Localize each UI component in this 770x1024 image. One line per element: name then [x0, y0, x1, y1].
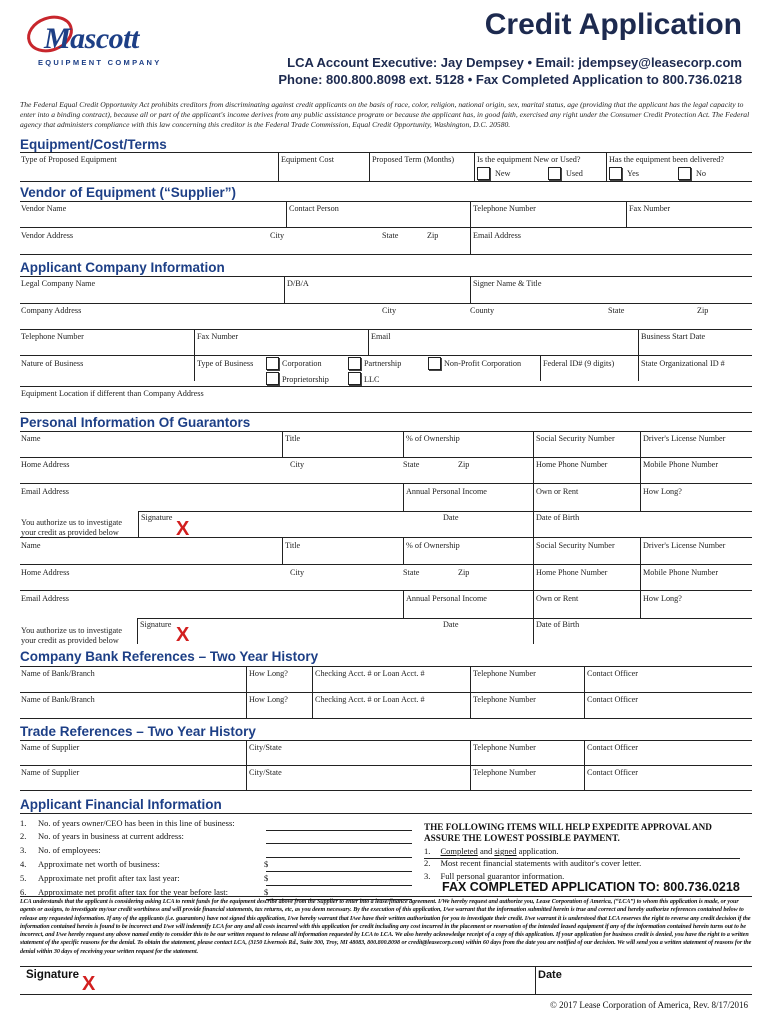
- trade1-officer-label: Contact Officer: [587, 743, 638, 752]
- section-title-trade: Trade References – Two Year History: [20, 724, 256, 739]
- guarantor2-email-label: Email Address: [21, 594, 69, 603]
- guarantor2-date-label: Date: [443, 620, 459, 629]
- vendor-fax-label: Fax Number: [629, 204, 671, 213]
- bank2-how-long-label: How Long?: [249, 695, 288, 704]
- guarantor1-authorize-text: You authorize us to investigate your credit as provided below: [21, 518, 123, 537]
- trade2-phone-label: Telephone Number: [473, 768, 536, 777]
- dba-label: D/B/A: [287, 279, 309, 288]
- guarantor1-state-label: State: [403, 460, 420, 469]
- guarantor1-ownership-label: % of Ownership: [406, 434, 460, 443]
- company-state-label: State: [608, 306, 625, 315]
- company-city-label: City: [382, 306, 397, 315]
- guarantor1-home-phone-label: Home Phone Number: [536, 460, 608, 469]
- signer-label: Signer Name & Title: [473, 279, 542, 288]
- vendor-zip-label: Zip: [427, 231, 439, 240]
- delivered-question: Has the equipment been delivered?: [609, 155, 725, 164]
- guarantor2-zip-label: Zip: [458, 568, 470, 577]
- section-title-bank: Company Bank References – Two Year History: [20, 649, 319, 664]
- section-title-vendor: Vendor of Equipment (“Supplier”): [20, 185, 236, 200]
- proprietorship-label: Proprietorship: [282, 375, 329, 384]
- applicant-signature-label: Signature: [26, 969, 80, 981]
- guarantor2-signature-label: Signature: [140, 620, 172, 629]
- guarantor2-income-label: Annual Personal Income: [406, 594, 487, 603]
- guarantor2-authorize-text: You authorize us to investigate your credit as provided below: [21, 626, 123, 645]
- guarantor1-signature-mark: X: [176, 518, 190, 540]
- guarantor1-zip-label: Zip: [458, 460, 470, 469]
- bank1-officer-label: Contact Officer: [587, 669, 638, 678]
- section-title-equipment: Equipment/Cost/Terms: [20, 137, 167, 152]
- bank2-officer-label: Contact Officer: [587, 695, 638, 704]
- legal-name-label: Legal Company Name: [21, 279, 96, 288]
- applicant-date-label: Date: [538, 969, 562, 981]
- guarantor2-dob-label: Date of Birth: [536, 620, 580, 629]
- guarantor1-how-long-label: How Long?: [643, 487, 682, 496]
- corporation-label: Corporation: [282, 359, 322, 368]
- vendor-city-label: City: [270, 231, 285, 240]
- vendor-phone-label: Telephone Number: [473, 204, 536, 213]
- guarantor2-home-address-label: Home Address: [21, 568, 70, 577]
- guarantor2-home-phone-label: Home Phone Number: [536, 568, 608, 577]
- bank2-phone-label: Telephone Number: [473, 695, 536, 704]
- nonprofit-label: Non-Profit Corporation: [444, 359, 522, 368]
- bank1-account-label: Checking Acct. # or Loan Acct. #: [315, 669, 425, 678]
- expedite-item-3: 3. Full personal guarantor information.: [424, 871, 565, 881]
- copyright: © 2017 Lease Corporation of America, Rev. 8/17/2016: [550, 1000, 748, 1010]
- phone-fax-line: Phone: 800.800.8098 ext. 5128 • Fax Completed Application to 800.736.0218: [278, 72, 742, 87]
- page-title: Credit Application: [484, 8, 742, 41]
- vendor-email-label: Email Address: [473, 231, 521, 240]
- company-county-label: County: [470, 306, 495, 315]
- section-title-applicant: Applicant Company Information: [20, 260, 225, 275]
- nonprofit-checkbox[interactable]: [428, 357, 441, 370]
- partnership-checkbox[interactable]: [348, 357, 361, 370]
- yes-checkbox[interactable]: [609, 167, 622, 180]
- llc-checkbox[interactable]: [348, 372, 361, 385]
- guarantor2-signature-mark: X: [176, 624, 190, 646]
- guarantor1-name-label: Name: [21, 434, 41, 443]
- applicant-signature-mark: X: [82, 973, 96, 995]
- trade2-supplier-label: Name of Supplier: [21, 768, 80, 777]
- company-address-label: Company Address: [21, 306, 82, 315]
- equipment-cost-label: Equipment Cost: [281, 155, 334, 164]
- proprietorship-checkbox[interactable]: [266, 372, 279, 385]
- guarantor2-ownership-label: % of Ownership: [406, 541, 460, 550]
- logo-subtext: EQUIPMENT COMPANY: [38, 58, 162, 67]
- guarantor1-dl-label: Driver's License Number: [643, 434, 726, 443]
- proposed-term-label: Proposed Term (Months): [372, 155, 455, 164]
- corporation-checkbox[interactable]: [266, 357, 279, 370]
- used-label: Used: [566, 169, 583, 178]
- account-executive-line: LCA Account Executive: Jay Dempsey • Email: jdempsey@leasecorp.com: [287, 55, 742, 70]
- bank1-phone-label: Telephone Number: [473, 669, 536, 678]
- expedite-box: [418, 818, 748, 896]
- guarantor2-name-label: Name: [21, 541, 41, 550]
- company-logo: [22, 10, 162, 68]
- state-org-id-label: State Organizational ID #: [641, 359, 725, 368]
- section-title-guarantors: Personal Information Of Guarantors: [20, 415, 251, 430]
- guarantor2-title-label: Title: [285, 541, 301, 550]
- equipment-location-label: Equipment Location if different than Company Address: [21, 389, 204, 398]
- guarantor1-home-address-label: Home Address: [21, 460, 70, 469]
- guarantor2-ssn-label: Social Security Number: [536, 541, 615, 550]
- trade1-city-state-label: City/State: [249, 743, 282, 752]
- guarantor1-income-label: Annual Personal Income: [406, 487, 487, 496]
- vendor-name-label: Vendor Name: [21, 204, 67, 213]
- guarantor2-dl-label: Driver's License Number: [643, 541, 726, 550]
- nature-business-label: Nature of Business: [21, 359, 84, 368]
- expedite-item-1: 1. Completed and signed application.: [424, 846, 559, 856]
- business-start-label: Business Start Date: [641, 332, 706, 341]
- guarantor2-state-label: State: [403, 568, 420, 577]
- no-checkbox[interactable]: [678, 167, 691, 180]
- bank1-how-long-label: How Long?: [249, 669, 288, 678]
- type-business-label: Type of Business: [197, 359, 254, 368]
- vendor-state-label: State: [382, 231, 399, 240]
- vendor-address-label: Vendor Address: [21, 231, 74, 240]
- trade2-city-state-label: City/State: [249, 768, 282, 777]
- bank2-name-label: Name of Bank/Branch: [21, 695, 95, 704]
- company-phone-label: Telephone Number: [21, 332, 84, 341]
- fax-completed-line: FAX COMPLETED APPLICATION TO: 800.736.0218: [442, 880, 740, 894]
- new-used-question: Is the equipment New or Used?: [477, 155, 581, 164]
- trade1-supplier-label: Name of Supplier: [21, 743, 80, 752]
- contact-person-label: Contact Person: [289, 204, 339, 213]
- guarantor2-own-rent-label: Own or Rent: [536, 594, 579, 603]
- expedite-title: THE FOLLOWING ITEMS WILL HELP EXPEDITE APPROVAL AND ASSURE THE LOWEST POSSIBLE PAYMENT.: [424, 822, 712, 843]
- legal-notice: The Federal Equal Credit Opportunity Act prohibits creditors from discriminating against credit applicants on the basis of race, color, religion, national origin, sex, marital status, age (providing that the applicant has the legal capacity to enter into a binding contract), because all or part of the applicant's income derives from any public assistance program or because the applicant has, in good faith, exercised any right under the Consumer Credit Protection Act. The Federal agency that administers compliance with this law concerning this creditor is the Federal Trade Commission, Equal Credit Opportunity, Washington, D.C. 20580.: [20, 100, 750, 129]
- partnership-label: Partnership: [364, 359, 402, 368]
- new-label: New: [495, 169, 511, 178]
- guarantor2-mobile-label: Mobile Phone Number: [643, 568, 719, 577]
- company-zip-label: Zip: [697, 306, 709, 315]
- company-fax-label: Fax Number: [197, 332, 239, 341]
- federal-id-label: Federal ID# (9 digits): [543, 359, 615, 368]
- company-email-label: Email: [371, 332, 391, 341]
- logo-text: Mascott: [44, 22, 139, 55]
- new-checkbox[interactable]: [477, 167, 490, 180]
- guarantor1-dob-label: Date of Birth: [536, 513, 580, 522]
- used-checkbox[interactable]: [548, 167, 561, 180]
- authorization-text: LCA understands that the applicant is considering asking LCA to remit funds for the equipment describe above from the Supplier to enter into a lease/finance agreement. I/We hereby request and authorize you, Lease Corporation of America, (“LCA”) to whom this application is made, or your agents or assigns, to investigate my/our credit worthiness and will provide financial statements, tax returns, etc, as you deem necessary. By the execution of this application, I/we warrant that the information submitted herein is true and correct and hereby authorize references contained below to release any requested information. If any of the applicants (i.e. guarantors) have not signed this application, I/we hereby warrant that I/we have their written authorization for you to investigate their credit. I/we warrant it is understood that LCA reserves the right to reverse any credit decision if the information contained herein is found to be incorrect and I/we will indemnify LCA for any and all costs incurred with this application for credit including any cost incurred in the placement or reservation of the intended leased equipment if any of the information contained herein turns out to be incorrect, and I/we hereby request any above named entity to consider this to be our written request to release all information requested by LCA to LCA. We also hereby acknowledge receipt of a copy of this application. If your application for business credit is denied, you have the right to a written statement of the specific reasons for the denial. To obtain the statement, please contact LCA, (3150 Livernois Rd., Suite 300, Troy, MI 48083, 800.800.8098 or credit@leasecorp.com) within 60 days from the date you are notified of our decision. We will send you a written statement of reasons for the denial within 30 days of receiving your written request for the statement.: [20, 899, 752, 955]
- guarantor1-date-label: Date: [443, 513, 459, 522]
- guarantor1-city-label: City: [290, 460, 305, 469]
- llc-label: LLC: [364, 375, 380, 384]
- bank1-name-label: Name of Bank/Branch: [21, 669, 95, 678]
- expedite-item-2: 2. Most recent financial statements with auditor's cover letter.: [424, 858, 642, 868]
- bank2-account-label: Checking Acct. # or Loan Acct. #: [315, 695, 425, 704]
- guarantor1-mobile-label: Mobile Phone Number: [643, 460, 719, 469]
- guarantor2-how-long-label: How Long?: [643, 594, 682, 603]
- guarantor1-signature-label: Signature: [141, 513, 173, 522]
- guarantor1-title-label: Title: [285, 434, 301, 443]
- trade1-phone-label: Telephone Number: [473, 743, 536, 752]
- trade2-officer-label: Contact Officer: [587, 768, 638, 777]
- guarantor1-ssn-label: Social Security Number: [536, 434, 615, 443]
- yes-label: Yes: [627, 169, 639, 178]
- section-title-financial: Applicant Financial Information: [20, 797, 222, 812]
- guarantor2-city-label: City: [290, 568, 305, 577]
- guarantor1-email-label: Email Address: [21, 487, 69, 496]
- no-label: No: [696, 169, 707, 178]
- guarantor1-own-rent-label: Own or Rent: [536, 487, 579, 496]
- type-equipment-label: Type of Proposed Equipment: [21, 155, 117, 164]
